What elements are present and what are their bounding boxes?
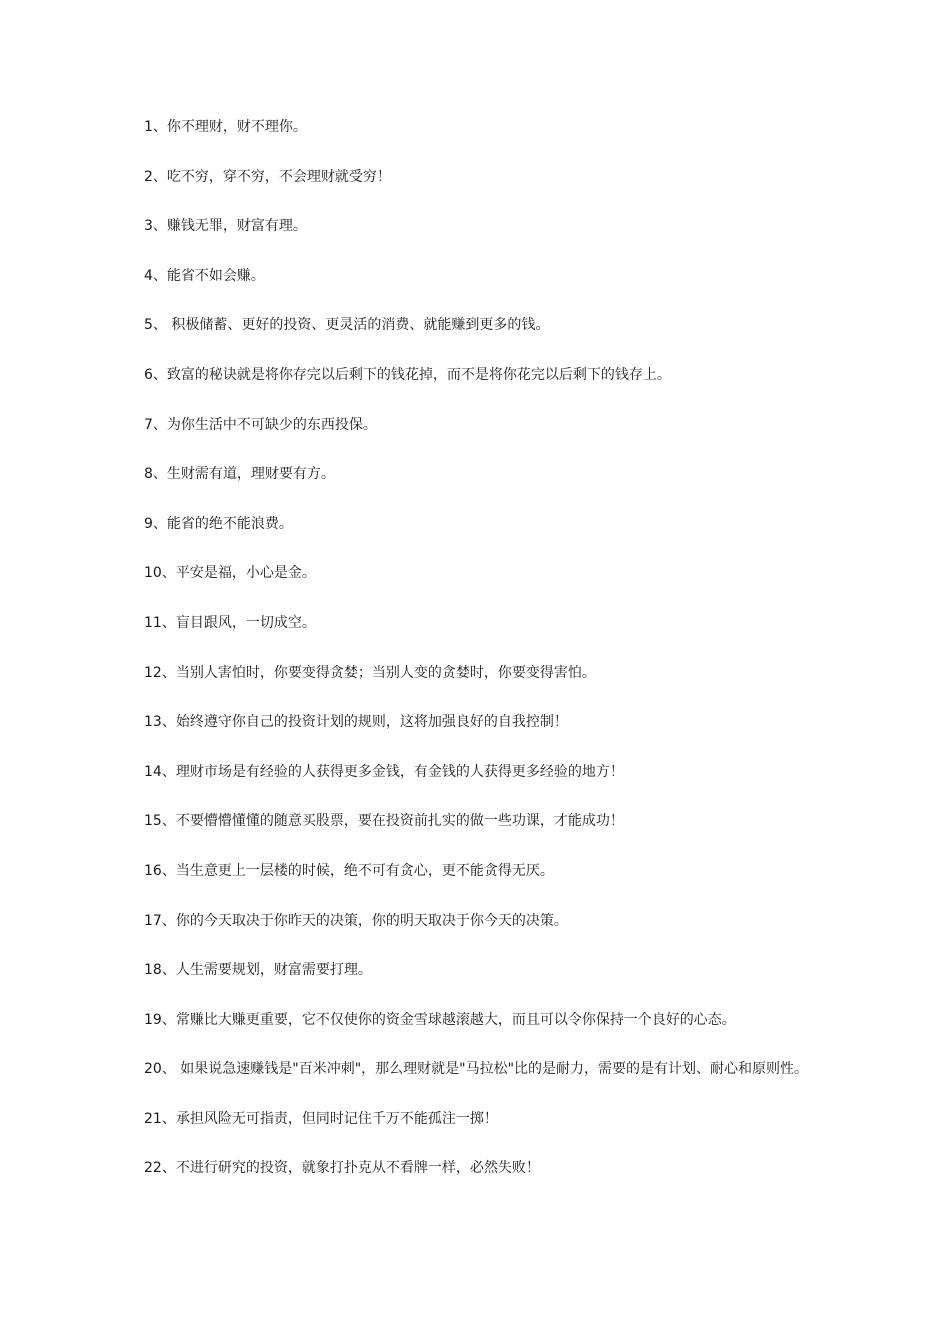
quote-item-14: 14、理财市场是有经验的人获得更多金钱，有金钱的人获得更多经验的地方！ <box>144 763 624 780</box>
quote-item-19: 19、常赚比大赚更重要，它不仅使你的资金雪球越滚越大，而且可以令你保持一个良好的心态。 <box>144 1011 736 1028</box>
quote-item-7: 7、为你生活中不可缺少的东西投保。 <box>144 416 377 433</box>
quote-item-1: 1、你不理财，财不理你。 <box>144 119 307 135</box>
quote-item-11: 11、盲目跟风，一切成空。 <box>144 614 316 631</box>
quote-item-10: 10、平安是福，小心是金。 <box>144 565 316 582</box>
quote-item-13: 13、始终遵守你自己的投资计划的规则，这将加强良好的自我控制！ <box>144 714 568 731</box>
quote-list <box>144 116 812 1207</box>
quote-item-20: 20、 如果说急速赚钱是"百米冲刺"，那么理财就是"马拉松"比的是耐力，需要的是有计划、耐心和原则性。 <box>144 1061 809 1078</box>
quote-item-18: 18、人生需要规划，财富需要打理。 <box>144 962 372 979</box>
quote-item-5: 5、 积极储蓄、更好的投资、更灵活的消费、就能赚到更多的钱。 <box>144 317 550 334</box>
quote-item-2: 2、吃不穷，穿不穷，不会理财就受穷！ <box>144 168 391 185</box>
quote-item-15: 15、不要懵懵懂懂的随意买股票，要在投资前扎实的做一些功课，才能成功！ <box>144 813 624 830</box>
quote-item-6: 6、致富的秘诀就是将你存完以后剩下的钱花掉，而不是将你花完以后剩下的钱存上。 <box>144 366 671 383</box>
quote-item-4: 4、能省不如会赚。 <box>144 267 265 284</box>
quote-item-9: 9、能省的绝不能浪费。 <box>144 515 293 532</box>
quote-item-16: 16、当生意更上一层楼的时候，绝不可有贪心，更不能贪得无厌。 <box>144 862 554 879</box>
quote-item-3: 3、赚钱无罪，财富有理。 <box>144 218 307 235</box>
quote-item-21: 21、承担风险无可指责，但同时记住千万不能孤注一掷！ <box>144 1110 498 1127</box>
quote-item-12: 12、当别人害怕时，你要变得贪婪；当别人变的贪婪时，你要变得害怕。 <box>144 664 596 681</box>
quote-item-8: 8、生财需有道，理财要有方。 <box>144 466 335 483</box>
quote-item-22: 22、不进行研究的投资，就象打扑克从不看牌一样，必然失败！ <box>144 1160 540 1177</box>
quote-item-17: 17、你的今天取决于你昨天的决策，你的明天取决于你今天的决策。 <box>144 912 568 929</box>
